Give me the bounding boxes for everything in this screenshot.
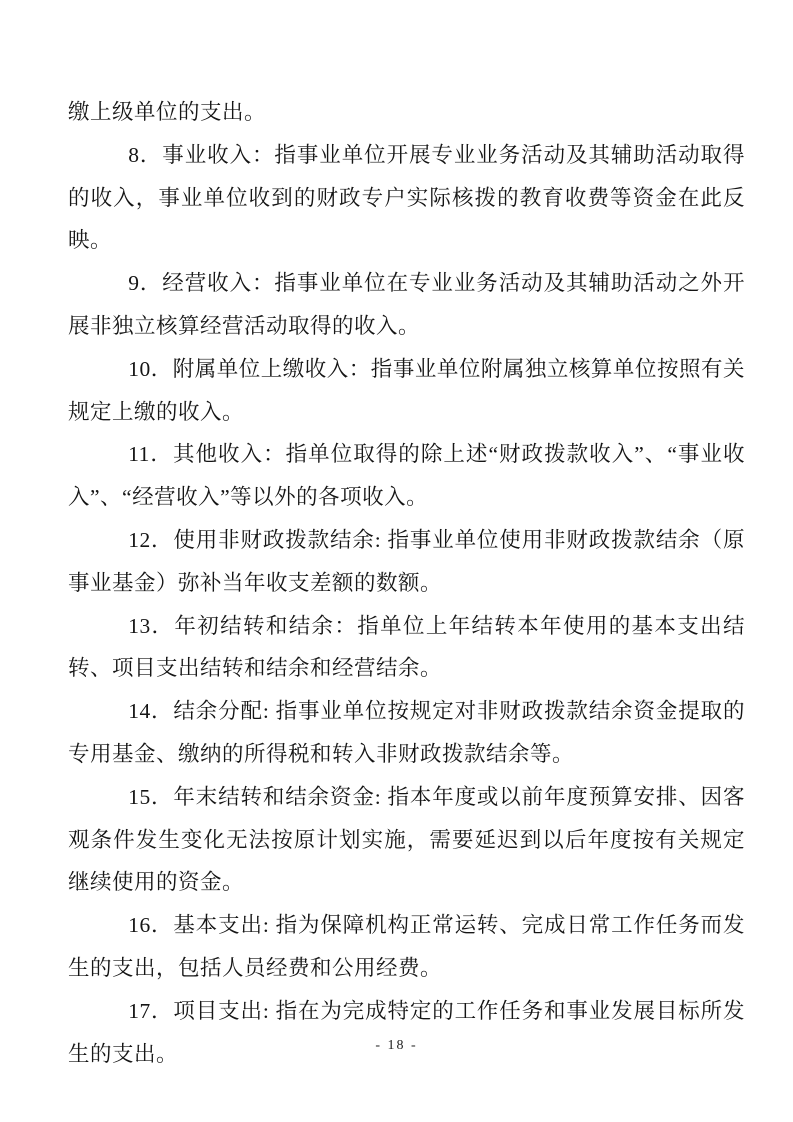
paragraph: 15．年末结转和结余资金: 指本年度或以前年度预算安排、因客观条件发生变化无法按原计划实施，需要延迟到以后年度按有关规定继续使用的资金。 xyxy=(68,784,745,895)
paragraph: 16．基本支出: 指为保障机构正常运转、完成日常工作任务而发生的支出，包括人员经费和公用经费。 xyxy=(68,913,745,980)
paragraph: 8．事业收入：指事业单位开展专业业务活动及其辅助活动取得的收入，事业单位收到的财政专户实际核拨的教育收费等资金在此反映。 xyxy=(68,142,745,253)
paragraph: 9．经营收入：指事业单位在专业业务活动及其辅助活动之外开展非独立核算经营活动取得的收入。 xyxy=(68,271,745,338)
document-body xyxy=(68,91,745,1075)
page-number: - 18 - xyxy=(375,1038,418,1053)
paragraph: 缴上级单位的支出。 xyxy=(68,100,267,124)
paragraph: 10．附属单位上缴收入：指事业单位附属独立核算单位按照有关规定上缴的收入。 xyxy=(68,356,745,424)
paragraph: 11．其他收入：指单位取得的除上述“财政拨款收入”、“事业收入”、“经营收入”等以外的各项收入。 xyxy=(68,442,745,510)
paragraph: 17．项目支出: 指在为完成特定的工作任务和事业发展目标所发生的支出。 xyxy=(68,998,745,1066)
paragraph: 13．年初结转和结余：指单位上年结转本年使用的基本支出结转、项目支出结转和结余和经营结余。 xyxy=(68,613,745,681)
paragraph: 12．使用非财政拨款结余: 指事业单位使用非财政拨款结余（原事业基金）弥补当年收支差额的数额。 xyxy=(68,527,745,595)
paragraph: 14．结余分配: 指事业单位按规定对非财政拨款结余资金提取的专用基金、缴纳的所得税和转入非财政拨款结余等。 xyxy=(68,699,745,766)
